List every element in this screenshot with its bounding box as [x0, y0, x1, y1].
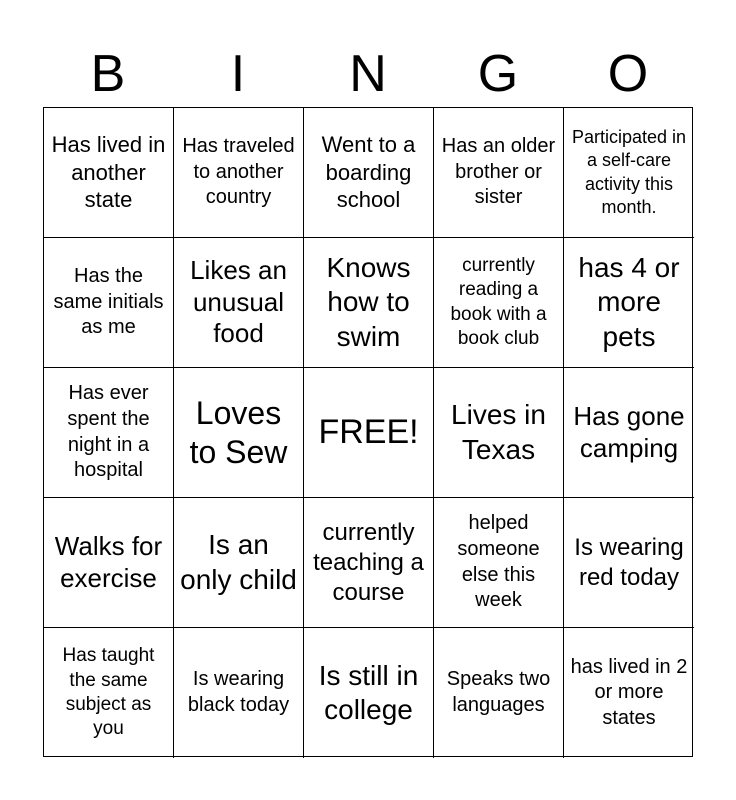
- bingo-cell[interactable]: has 4 or more pets: [564, 238, 694, 368]
- header-letter-n: N: [349, 45, 387, 103]
- bingo-cell[interactable]: Has the same initials as me: [44, 238, 174, 368]
- bingo-cell[interactable]: Is an only child: [174, 498, 304, 628]
- bingo-free-cell[interactable]: FREE!: [304, 368, 434, 498]
- bingo-cell[interactable]: Likes an unusual food: [174, 238, 304, 368]
- bingo-board: [43, 107, 693, 757]
- bingo-cell[interactable]: Is wearing black today: [174, 628, 304, 758]
- bingo-cell[interactable]: has lived in 2 or more states: [570, 655, 688, 729]
- bingo-cell[interactable]: Participated in a self-care activity this month.: [564, 108, 694, 238]
- bingo-cell[interactable]: Went to a boarding school: [304, 108, 434, 238]
- header-letter-g: G: [477, 45, 519, 103]
- bingo-cell[interactable]: Is still in college: [304, 628, 434, 758]
- bingo-cell[interactable]: Has an older brother or sister: [434, 108, 564, 238]
- bingo-cell[interactable]: currently reading a book with a book club: [434, 238, 564, 368]
- bingo-cell[interactable]: Has traveled to another country: [174, 108, 304, 238]
- bingo-cell[interactable]: Has lived in another state: [44, 108, 174, 238]
- bingo-header: [43, 42, 693, 106]
- bingo-cell[interactable]: Lives in Texas: [434, 368, 564, 498]
- bingo-cell[interactable]: Loves to Sew: [174, 368, 304, 498]
- header-letter-b: B: [90, 45, 126, 103]
- bingo-cell[interactable]: Has taught the same subject as you: [44, 628, 174, 758]
- bingo-cell[interactable]: Has ever spent the night in a hospital: [44, 368, 174, 498]
- bingo-cell[interactable]: Walks for exercise: [44, 498, 174, 628]
- bingo-cell[interactable]: helped someone else this week: [434, 498, 564, 628]
- header-letter-o: O: [607, 45, 649, 103]
- bingo-cell[interactable]: Is wearing red today: [564, 498, 694, 628]
- header-letter-i: I: [230, 45, 246, 103]
- bingo-cell[interactable]: currently teaching a course: [304, 498, 434, 628]
- bingo-cell[interactable]: Speaks two languages: [434, 628, 564, 758]
- bingo-cell[interactable]: Has gone camping: [564, 368, 694, 498]
- bingo-cell[interactable]: Knows how to swim: [304, 238, 434, 368]
